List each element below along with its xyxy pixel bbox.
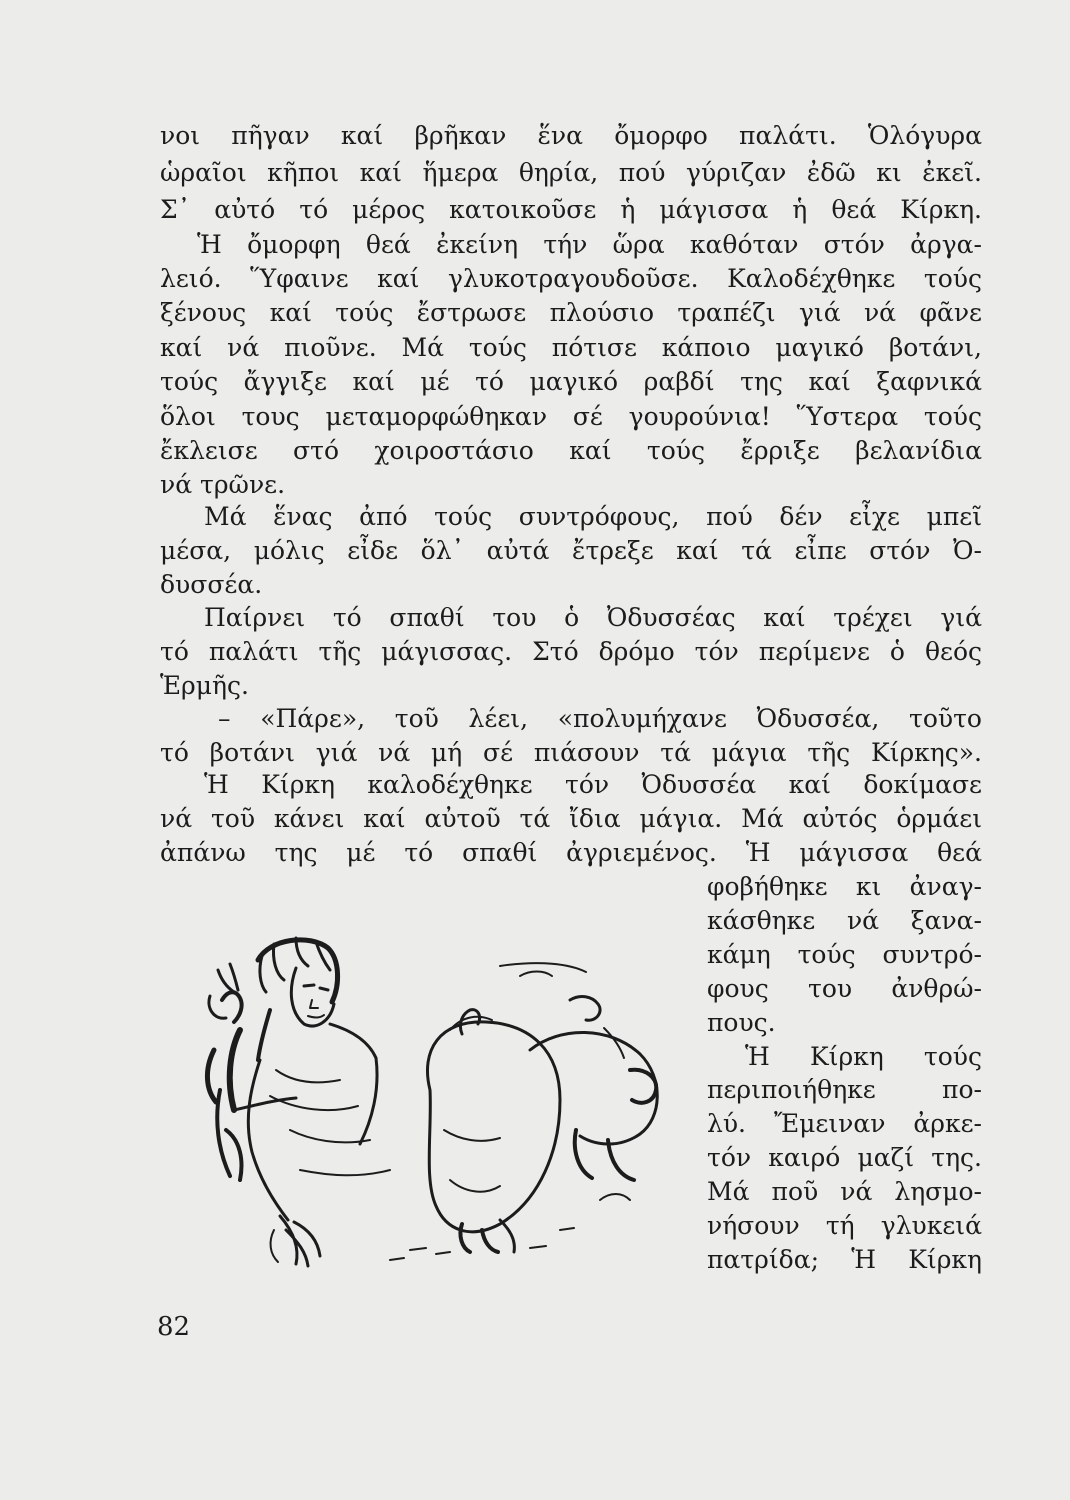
text-line: νήσουν τή γλυκειά <box>707 1211 982 1240</box>
pig-front <box>427 1010 560 1252</box>
text-line: μέσα, μόλις εἶδε ὅλ᾽ αὐτά ἔτρεξε καί τά εἶπε στόν Ὀ- <box>160 536 982 565</box>
text-line: πατρίδα; Ἡ Κίρκη <box>707 1245 982 1274</box>
circe-figure <box>207 938 390 1266</box>
text-line: ἀπάνω της μέ τό σπαθί ἀγριεμένος. Ἡ μάγισσα θεά <box>160 838 982 867</box>
text-line: Ἡ ὄμορφη θεά ἐκείνη τήν ὥρα καθόταν στόν ἀργα- <box>197 230 982 259</box>
text-line: φους του ἀνθρώ- <box>707 974 982 1003</box>
text-line: περιποιήθηκε πο- <box>707 1075 982 1104</box>
text-line: Ἑρμῆς. <box>160 671 249 700</box>
text-line: ὅλοι τους μεταμορφώθηκαν σέ γουρούνια! Ὕστερα τούς <box>160 402 982 431</box>
text-line: λειό. Ὕφαινε καί γλυκοτραγουδοῦσε. Καλοδέχθηκε τούς <box>160 264 982 293</box>
text-line: λύ. Ἔμειναν ἀρκε- <box>707 1109 982 1138</box>
text-line: Παίρνει τό σπαθί του ὁ Ὀδυσσέας καί τρέχει γιά <box>204 603 982 632</box>
text-line: δυσσέα. <box>160 570 263 599</box>
text-line: νοι πῆγαν καί βρῆκαν ἕνα ὄμορφο παλάτι. Ὁλόγυρα <box>160 121 982 150</box>
page-number: 82 <box>157 1312 191 1342</box>
text-line: τούς ἄγγιξε καί μέ τό μαγικό ραβδί της καί ξαφνικά <box>160 367 982 396</box>
text-line: νά τρῶνε. <box>160 470 286 499</box>
ground-hatching <box>390 1194 630 1260</box>
circe-pigs-illustration <box>200 930 690 1280</box>
text-line: Ἡ Κίρκη τούς <box>745 1042 982 1071</box>
text-line: τόν καιρό μαζί της. <box>707 1143 982 1172</box>
text-line: Μά ποῦ νά λησμο- <box>707 1177 982 1206</box>
text-line: κάσθηκε νά ξανα- <box>707 906 982 935</box>
pig-back <box>500 963 657 1180</box>
text-line: φοβήθηκε κι ἀναγ- <box>707 872 982 901</box>
text-line: τό βοτάνι γιά νά μή σέ πιάσουν τά μάγια τῆς Κίρκης». <box>160 738 982 767</box>
text-line: νά τοῦ κάνει καί αὐτοῦ τά ἴδια μάγια. Μά αὐτός ὁρμάει <box>160 804 982 833</box>
text-line: Ἡ Κίρκη καλοδέχθηκε τόν Ὀδυσσέα καί δοκίμασε <box>204 770 982 799</box>
text-line: ὡραῖοι κῆποι καί ἥμερα θηρία, πού γύριζαν ἐδῶ κι ἐκεῖ. <box>160 158 982 187</box>
text-line: Σ᾽ αὐτό τό μέρος κατοικοῦσε ἡ μάγισσα ἡ θεά Κίρκη. <box>160 195 982 224</box>
text-line: – «Πάρε», τοῦ λέει, «πολυμήχανε Ὀδυσσέα, τοῦτο <box>218 704 982 733</box>
text-line: Μά ἕνας ἀπό τούς συντρόφους, πού δέν εἶχε μπεῖ <box>204 502 982 531</box>
text-line: ξένους καί τούς ἔστρωσε πλούσιο τραπέζι γιά νά φᾶνε <box>160 298 982 327</box>
text-line: ἔκλεισε στό χοιροστάσιο καί τούς ἔρριξε βελανίδια <box>160 436 982 465</box>
text-line: κάμη τούς συντρό- <box>707 940 982 969</box>
text-line: τό παλάτι τῆς μάγισσας. Στό δρόμο τόν περίμενε ὁ θεός <box>160 637 982 666</box>
text-line: καί νά πιοῦνε. Μά τούς πότισε κάποιο μαγικό βοτάνι, <box>160 333 982 362</box>
text-line: πους. <box>707 1008 776 1037</box>
